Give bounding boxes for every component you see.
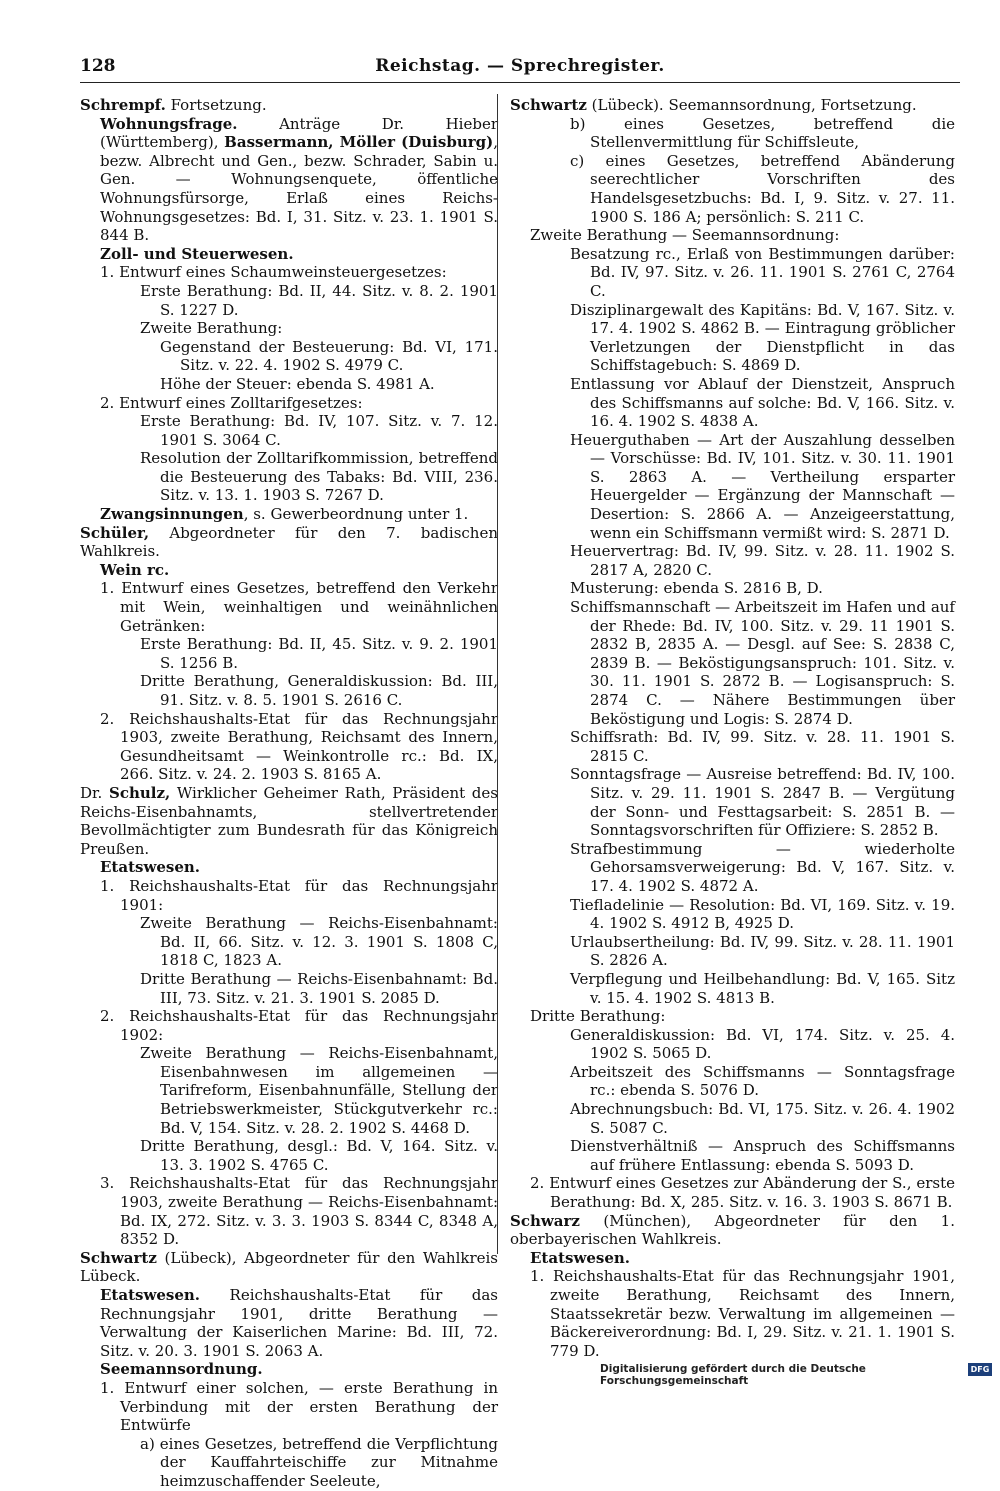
- entry-text: Dritte Berathung, desgl.: Bd. V, 164. Sitz. v. 13. 3. 1902 S. 4765 C.: [140, 1137, 498, 1174]
- register-entry: [510, 1026, 955, 1063]
- entry-text: Fortsetzung.: [165, 96, 267, 114]
- register-entry: [510, 96, 955, 115]
- register-entry: [510, 152, 955, 226]
- entry-text: Heuervertrag: Bd. IV, 99. Sitz. v. 28. 11. 1902 S. 2817 A, 2820 C.: [570, 542, 955, 579]
- entry-text: , s. Gewerbeordnung unter 1.: [243, 505, 469, 524]
- entry-heading: Wohnungsfrage.: [100, 114, 238, 133]
- entry-text: 1. Entwurf eines Gesetzes, betreffend den Verkehr mit Wein, weinhaltigen und weinähnlichen Getränken:: [100, 579, 498, 635]
- register-entry: [80, 338, 498, 375]
- entry-text: Arbeitszeit des Schiffsmanns — Sonntagsfrage rc.: ebenda S. 5076 D.: [570, 1062, 955, 1100]
- entry-text: Tiefladelinie — Resolution: Bd. VI, 169. Sitz. v. 19. 4. 1902 S. 4912 B, 4925 D.: [570, 895, 955, 933]
- register-entry: [80, 282, 498, 319]
- register-entry: [80, 115, 498, 245]
- entry-text: Dritte Berathung:: [530, 1007, 666, 1026]
- dfg-logo: DFG: [968, 1363, 992, 1376]
- register-entry: [510, 301, 955, 375]
- entry-heading: Seemannsordnung.: [100, 1360, 263, 1379]
- register-entry: [80, 784, 498, 858]
- entry-text: Disziplinargewalt des Kapitäns: Bd. V, 167. Sitz. v. 17. 4. 1902 S. 4862 B. — Eintragung gröblicher Verletzungen der Dienstpflicht in das Schiffstagebuch: S. 4869 D.: [570, 300, 955, 375]
- entry-text: Generaldiskussion: Bd. VI, 174. Sitz. v. 25. 4. 1902 S. 5065 D.: [570, 1025, 955, 1063]
- entry-text: Gegenstand der Besteuerung: Bd. VI, 171. Sitz. v. 22. 4. 1902 S. 4979 C.: [160, 337, 498, 375]
- running-title: Reichstag. — Sprechregister.: [375, 56, 665, 76]
- register-entry: [510, 598, 955, 728]
- entry-text: Erste Berathung: Bd. IV, 107. Sitz. v. 7. 12. 1901 S. 3064 C.: [140, 412, 498, 449]
- register-entry: [80, 263, 498, 282]
- register-entry: [80, 1379, 498, 1435]
- register-entry: [510, 1174, 955, 1211]
- entry-text: Entlassung vor Ablauf der Dienstzeit, Anspruch des Schiffsmanns auf solche: Bd. V, 166. Sitz. v. 16. 4. 1902 S. 4838 A.: [570, 374, 955, 431]
- register-entry: [510, 375, 955, 431]
- register-entry: [510, 728, 955, 765]
- register-entry: [80, 579, 498, 635]
- register-entry: [80, 877, 498, 914]
- entry-text: c) eines Gesetzes, betreffend Abänderung seerechtlicher Vorschriften des Handelsgesetzbuchs: Bd. I, 9. Sitz. v. 27. 11. 1900 S. 186 A; persönlich: S. 211 C.: [570, 151, 955, 226]
- entry-heading: Etatswesen.: [100, 1286, 201, 1304]
- register-entry: [80, 1249, 498, 1286]
- entry-text: Erste Berathung: Bd. II, 45. Sitz. v. 9. 2. 1901 S. 1256 B.: [140, 635, 498, 672]
- entry-text: Abgeordneter für den 7. badischen Wahlkreis.: [80, 523, 498, 561]
- entry-text: Anträge Dr. Hieber (Württemberg),: [100, 114, 498, 152]
- entry-text: Strafbestimmung — wiederholte Gehorsamsverweigerung: Bd. V, 167. Sitz. v. 17. 4. 1902 S. 4872 A.: [570, 839, 955, 895]
- register-entry: [510, 1212, 955, 1249]
- register-entry: [510, 115, 955, 152]
- register-entry: [80, 858, 498, 877]
- entry-text: Schiffsmannschaft — Arbeitszeit im Hafen und auf der Rhede: Bd. IV, 100. Sitz. v. 29. 11 1901 S. 2832 B, 2835 A. — Desgl. auf See: S. 2838 C, 2839 B. — Beköstigungsanspruch: 101. Sitz. v. 30. 11. 1901 S. 2872 B. — Logisanspruch: S. 2874 C. — Nähere Bestimmungen über Beköstigung und Logis: S. 2874 D.: [570, 598, 955, 728]
- entry-heading: Schulz,: [108, 783, 171, 802]
- entry-text: Zweite Berathung — Reichs-Eisenbahnamt: Bd. II, 66. Sitz. v. 12. 3. 1901 S. 1808 C, 1818 C, 1823 A.: [140, 914, 498, 970]
- entry-text: 1. Entwurf einer solchen, — erste Berathung in Verbindung mit der ersten Berathung der Entwürfe: [100, 1378, 498, 1435]
- entry-text: Erste Berathung: Bd. II, 44. Sitz. v. 8. 2. 1901 S. 1227 D.: [140, 281, 498, 319]
- register-entry: [80, 412, 498, 449]
- column-divider: [497, 94, 498, 1254]
- entry-text: Resolution der Zolltarifkommission, betreffend die Besteuerung des Tabaks: Bd. VIII, 236. Sitz. v. 13. 1. 1903 S. 7267 D.: [140, 449, 498, 505]
- entry-heading: Schwartz: [510, 96, 587, 114]
- register-entry: [80, 710, 498, 784]
- entry-heading: Etatswesen.: [530, 1248, 631, 1267]
- register-entry: [80, 449, 498, 505]
- entry-text: Dritte Berathung, Generaldiskussion: Bd. III, 91. Sitz. v. 8. 5. 1901 S. 2616 C.: [140, 672, 498, 709]
- entry-text: Dr.: [80, 783, 109, 802]
- entry-text: b) eines Gesetzes, betreffend die Stellenvermittlung für Schiffsleute,: [570, 114, 955, 152]
- entry-heading: Schwarz: [510, 1211, 580, 1230]
- entry-text: Verpflegung und Heilbehandlung: Bd. V, 165. Sitz v. 15. 4. 1902 S. 4813 B.: [570, 969, 955, 1007]
- entry-text: (München), Abgeordneter für den 1. oberbayerischen Wahlkreis.: [510, 1211, 955, 1249]
- register-entry: [80, 394, 498, 413]
- left-column: [80, 96, 498, 1491]
- register-entry: [80, 635, 498, 672]
- register-entry: [510, 1063, 955, 1100]
- register-entry: [510, 226, 955, 245]
- register-entry: [80, 1137, 498, 1174]
- entry-text: 1. Entwurf eines Schaumweinsteuergesetzes:: [100, 263, 447, 282]
- footer: [600, 1362, 995, 1387]
- register-entry: [80, 1174, 498, 1248]
- entry-text: a) eines Gesetzes, betreffend die Verpflichtung der Kauffahrteischiffe zur Mitnahme heimzuschaffender Seeleute,: [140, 1434, 498, 1490]
- entry-text: 2. Entwurf eines Gesetzes zur Abänderung der S., erste Berathung: Bd. X, 285. Sitz. v. 16. 3. 1903 S. 8671 B.: [530, 1174, 955, 1212]
- register-entry: [510, 1137, 955, 1174]
- page-number: 128: [80, 56, 116, 76]
- register-entry: [510, 896, 955, 933]
- entry-text: 2. Reichshaushalts-Etat für das Rechnungsjahr 1902:: [100, 1007, 498, 1044]
- page-header: [80, 56, 960, 83]
- register-entry: [80, 672, 498, 709]
- entry-heading: Zoll- und Steuerwesen.: [100, 244, 294, 263]
- entry-text: Sonntagsfrage — Ausreise betreffend: Bd. IV, 100. Sitz. v. 29. 11. 1901 S. 2847 B. — Vergütung der Sonn- und Festtagsarbeit: S. 2851 B. — Sonntagsvorschriften für Offiziere: S. 2852 B.: [570, 765, 955, 840]
- register-entry: [80, 1007, 498, 1044]
- register-entry: [80, 245, 498, 264]
- register-entry: [510, 1100, 955, 1137]
- entry-text: (Lübeck), Abgeordneter für den Wahlkreis Lübeck.: [80, 1248, 498, 1286]
- register-entry: [80, 524, 498, 561]
- entry-text: Höhe der Steuer: ebenda S. 4981 A.: [160, 374, 435, 393]
- entry-text: Musterung: ebenda S. 2816 B, D.: [570, 579, 823, 598]
- entry-text: Dienstverhältniß — Anspruch des Schiffsmanns auf frühere Entlassung: ebenda S. 5093 D.: [570, 1137, 955, 1174]
- entry-text: Wirklicher Geheimer Rath, Präsident des Reichs-Eisenbahnamts, stellvertretender Bevollmächtigter zum Bundesrath für das Königreich Preußen.: [80, 783, 498, 858]
- register-entry: [510, 970, 955, 1007]
- entry-heading: Wein rc.: [100, 560, 170, 579]
- register-entry: [510, 245, 955, 301]
- register-entry: [510, 933, 955, 970]
- register-entry: [510, 1267, 955, 1360]
- register-entry: [510, 1007, 955, 1026]
- entry-text: 2. Reichshaushalts-Etat für das Rechnungsjahr 1903, zweite Berathung, Reichsamt des Innern, Gesundheitsamt — Weinkontrolle rc.: Bd. IX, 266. Sitz. v. 24. 2. 1903 S. 8165 A.: [100, 709, 498, 784]
- register-entry: [80, 1044, 498, 1137]
- register-entry: [510, 431, 955, 543]
- register-entry: [80, 1360, 498, 1379]
- register-entry: [80, 914, 498, 970]
- entry-text: Schiffsrath: Bd. IV, 99. Sitz. v. 28. 11. 1901 S. 2815 C.: [570, 728, 955, 765]
- register-entry: [80, 561, 498, 580]
- entry-text: Zweite Berathung:: [140, 319, 283, 338]
- entry-heading: Schwartz: [80, 1248, 157, 1267]
- entry-text: Dritte Berathung — Reichs-Eisenbahnamt: Bd. III, 73. Sitz. v. 21. 3. 1901 S. 2085 D.: [140, 969, 498, 1007]
- entry-heading: Schrempf.: [80, 96, 166, 114]
- entry-text: , bezw. Albrecht und Gen., bezw. Schrader, Sabin u. Gen. — Wohnungsenquete, öffentliche Wohnungsfürsorge, Erlaß eines Reichs-Wohnungsgesetzes: Bd. I, 31. Sitz. v. 23. 1. 1901 S. 844 B.: [100, 133, 498, 245]
- entry-text: Zweite Berathung — Seemannsordnung:: [530, 226, 840, 245]
- entry-text: Besatzung rc., Erlaß von Bestimmungen darüber: Bd. IV, 97. Sitz. v. 26. 11. 1901 S. 2761 C, 2764 C.: [570, 244, 955, 300]
- entry-text: Abrechnungsbuch: Bd. VI, 175. Sitz. v. 26. 4. 1902 S. 5087 C.: [570, 1100, 955, 1137]
- entry-text: (Lübeck). Seemannsordnung, Fortsetzung.: [586, 96, 917, 114]
- entry-heading: Etatswesen.: [100, 858, 201, 877]
- register-entry: [510, 1249, 955, 1268]
- entry-text: Reichshaushalts-Etat für das Rechnungsjahr 1901, dritte Berathung — Verwaltung der Kaiserlichen Marine: Bd. III, 72. Sitz. v. 20. 3. 1901 S. 2063 A.: [100, 1286, 498, 1360]
- entry-text: 2. Entwurf eines Zolltarifgesetzes:: [100, 393, 363, 412]
- right-column: [510, 96, 955, 1360]
- entry-text: 3. Reichshaushalts-Etat für das Rechnungsjahr 1903, zweite Berathung — Reichs-Eisenbahnamt: Bd. IX, 272. Sitz. v. 3. 3. 1903 S. 8344 C, 8348 A, 8352 D.: [100, 1174, 498, 1249]
- register-entry: [510, 579, 955, 598]
- register-entry: [80, 319, 498, 338]
- entry-heading: Bassermann, Möller (Duisburg): [224, 133, 494, 152]
- register-entry: [510, 840, 955, 896]
- entry-heading: Schüler,: [80, 523, 150, 542]
- entry-heading: Zwangsinnungen: [100, 505, 244, 524]
- register-entry: [510, 542, 955, 579]
- register-entry: [80, 1435, 498, 1491]
- register-entry: [80, 970, 498, 1007]
- entry-text: Urlaubsertheilung: Bd. IV, 99. Sitz. v. 28. 11. 1901 S. 2826 A.: [570, 932, 955, 970]
- entry-text: 1. Reichshaushalts-Etat für das Rechnungsjahr 1901, zweite Berathung, Reichsamt des Innern, Staatssekretär bezw. Verwaltung im allgemeinen — Bäckereiverordnung: Bd. I, 29. Sitz. v. 21. 1. 1901 S. 779 D.: [530, 1267, 955, 1360]
- register-entry: [80, 375, 498, 394]
- footer-credit: Digitalisierung gefördert durch die Deutsche Forschungsgemeinschaft: [600, 1363, 866, 1387]
- entry-text: Heuerguthaben — Art der Auszahlung desselben — Vorschüsse: Bd. IV, 101. Sitz. v. 30. 11. 1901 S. 2863 A. — Vertheilung ersparter Heuergelder — Ergänzung der Mannschaft — Desertion: S. 2866 A. — Anzeigeerstattung, wenn ein Schiffsmann vermißt wird: S. 2871 D.: [570, 430, 955, 542]
- register-entry: [510, 765, 955, 839]
- entry-text: 1. Reichshaushalts-Etat für das Rechnungsjahr 1901:: [100, 876, 498, 914]
- register-entry: [80, 1286, 498, 1360]
- register-entry: [80, 96, 498, 115]
- register-entry: [80, 505, 498, 524]
- entry-text: Zweite Berathung — Reichs-Eisenbahnamt, Eisenbahnwesen im allgemeinen — Tarifreform, Eisenbahnunfälle, Stellung der Betriebswerkmeister, Stückgutverkehr rc.: Bd. V, 154. Sitz. v. 28. 2. 1902 S. 4468 D.: [140, 1044, 498, 1137]
